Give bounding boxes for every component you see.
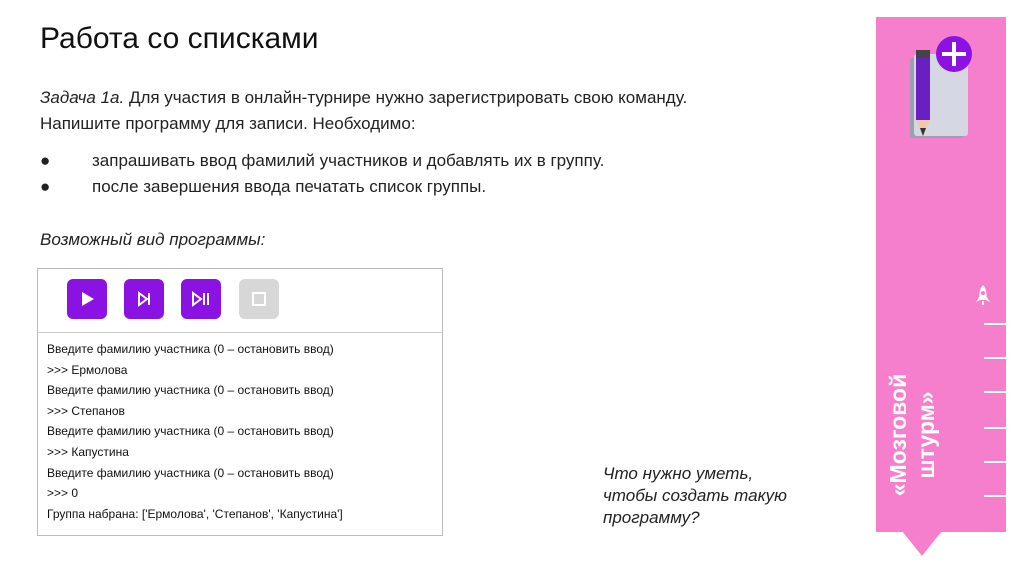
run-button[interactable] <box>67 279 107 319</box>
play-icon <box>78 290 96 308</box>
brainstorm-label: «Мозговой штурм» <box>885 373 939 497</box>
console-line: >>> 0 <box>47 486 79 501</box>
console-line: >>> Ермолова <box>47 362 128 377</box>
task-text-line1: Для участия в онлайн-турнире нужно зарегистрировать свою команду. <box>124 88 688 107</box>
console-line: Введите фамилию участника (0 – остановить ввод) <box>47 465 334 480</box>
bullet-list <box>40 148 840 200</box>
console-toolbar <box>38 269 442 333</box>
question-text: Что нужно уметь, чтобы создать такую программу? <box>603 464 787 527</box>
list-item: ● запрашивать ввод фамилий участников и добавлять их в группу. <box>40 148 840 174</box>
bullet-text: запрашивать ввод фамилий участников и добавлять их в группу. <box>92 151 605 170</box>
step-over-button[interactable] <box>181 279 221 319</box>
console-line: Группа набрана: ['Ермолова', 'Степанов', 'Капустина'] <box>47 506 343 521</box>
task-description <box>40 85 840 137</box>
console-window <box>37 268 443 536</box>
stop-button[interactable] <box>239 279 279 319</box>
step-button[interactable] <box>124 279 164 319</box>
skip-forward-icon <box>191 290 211 308</box>
console-line: Введите фамилию участника (0 – остановить ввод) <box>47 342 334 356</box>
console-line: Введите фамилию участника (0 – остановить ввод) <box>47 424 334 439</box>
console-line: >>> Капустина <box>47 444 129 459</box>
console-line: Введите фамилию участника (0 – остановить ввод) <box>47 383 334 398</box>
possible-view-label: Возможный вид программы: <box>40 230 266 249</box>
notebook-pencil-plus-icon <box>902 32 978 144</box>
bullet-text: после завершения ввода печатать список группы. <box>92 177 487 196</box>
rocket-icon <box>974 284 992 306</box>
stop-icon <box>251 291 267 307</box>
task-label: Задача 1а. <box>40 88 125 107</box>
console-line: >>> Степанов <box>47 403 125 418</box>
step-forward-icon <box>135 290 153 308</box>
task-text-line2: Напишите программу для записи. Необходимо: <box>40 114 416 133</box>
list-item: ● после завершения ввода печатать список группы. <box>40 174 840 200</box>
page-title: Работа со списками <box>40 22 319 55</box>
panel-tail <box>902 531 942 556</box>
console-output <box>38 333 442 524</box>
